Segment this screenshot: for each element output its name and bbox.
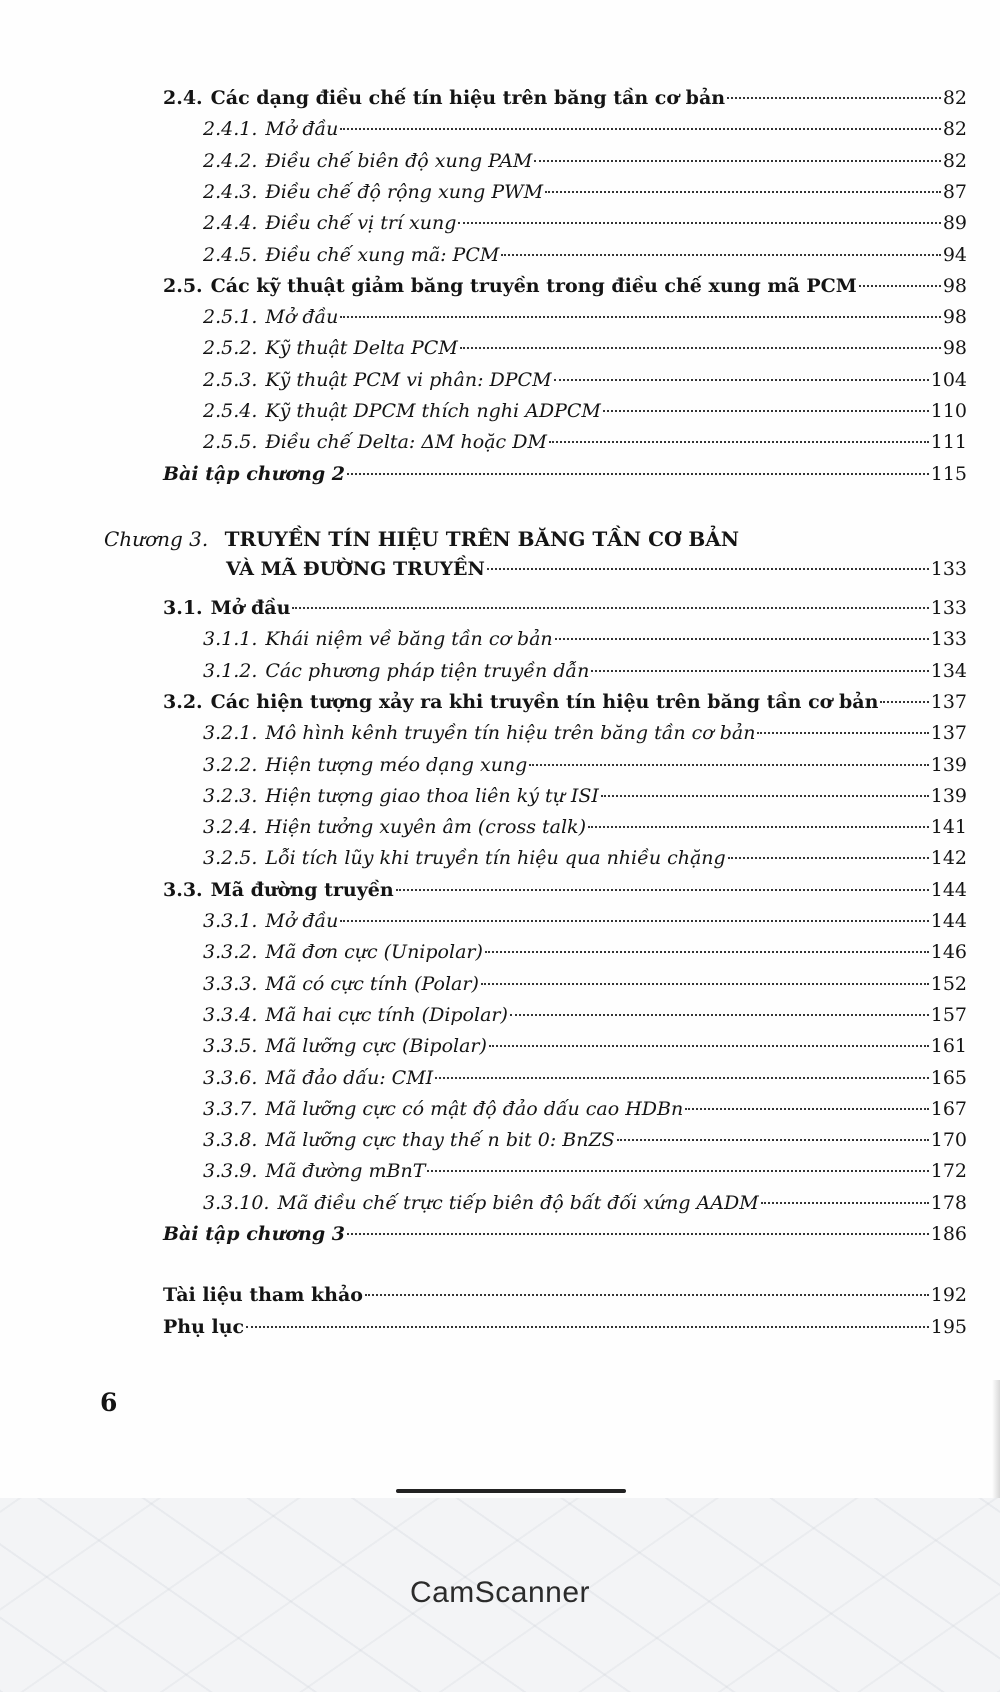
toc-entry xyxy=(203,753,967,777)
toc-entry xyxy=(203,368,967,392)
toc-entry-title: Bài tập chương 2 xyxy=(163,462,345,485)
dot-leader xyxy=(365,1294,929,1296)
toc-entry-title: Các dạng điều chế tín hiệu trên băng tần cơ bản xyxy=(210,87,726,109)
dot-leader xyxy=(757,732,928,734)
toc-entry-page: 144 xyxy=(930,878,967,901)
toc-entry-page: 137 xyxy=(930,722,967,745)
dot-leader xyxy=(601,795,929,797)
toc-entry xyxy=(203,430,967,454)
toc-entry-number: 2.4.2. xyxy=(203,149,258,172)
chapter-page-number: 133 xyxy=(930,558,967,580)
toc-entry-title: Hiện tượng méo dạng xung xyxy=(265,753,528,776)
dot-leader xyxy=(529,764,928,766)
camscanner-watermark: CamScanner xyxy=(409,1576,591,1609)
toc-entry-page: 137 xyxy=(930,690,967,713)
chapter-title-line2: VÀ MÃ ĐƯỜNG TRUYỀN xyxy=(226,558,485,580)
toc-entry-title: Các kỹ thuật giảm băng truyền trong điều chế xung mã PCM xyxy=(210,274,857,297)
toc-entry xyxy=(203,211,967,235)
dot-leader xyxy=(340,316,940,318)
toc-entry xyxy=(203,336,967,360)
toc-entry xyxy=(163,462,967,486)
toc-entry-page: 133 xyxy=(930,597,967,619)
toc-entry-page: 98 xyxy=(942,306,967,329)
dot-leader xyxy=(347,1233,929,1235)
toc-entry-page: 82 xyxy=(942,149,967,172)
toc-entry xyxy=(163,1222,967,1246)
toc-entry-title: Mở đầu xyxy=(210,597,291,619)
toc-entry-page: 87 xyxy=(942,180,967,203)
toc-entry xyxy=(203,846,967,870)
toc-entry-page: 192 xyxy=(930,1284,967,1306)
dot-leader xyxy=(458,222,940,224)
toc-entry-number: 3.1.1. xyxy=(203,628,258,651)
toc-entry-page: 134 xyxy=(930,659,967,682)
toc-entry-page: 139 xyxy=(930,753,967,776)
toc-entry-page: 141 xyxy=(930,816,967,839)
dot-leader xyxy=(501,254,940,256)
toc-entry-title: Mã điều chế trực tiếp biên độ bất đối xứng AADM xyxy=(277,1191,759,1214)
toc-entry-title: Mở đầu xyxy=(265,306,339,329)
dot-leader xyxy=(588,826,929,828)
toc-entry xyxy=(203,784,967,808)
toc-entry-page: 94 xyxy=(942,243,967,266)
dot-leader xyxy=(427,1170,928,1172)
toc-entry xyxy=(163,274,967,298)
toc-entry-page: 152 xyxy=(930,972,967,995)
toc-entry-number: 3.3.4. xyxy=(203,1003,258,1026)
toc-entry-page: 172 xyxy=(930,1160,967,1183)
toc-entry xyxy=(203,972,967,996)
toc-entry xyxy=(203,1034,967,1058)
chapter-heading xyxy=(104,527,739,551)
toc-entry-page: 186 xyxy=(930,1223,967,1245)
toc-entry xyxy=(203,721,967,745)
toc-entry-page: 170 xyxy=(930,1129,967,1152)
toc-entry-page: 98 xyxy=(942,274,967,297)
toc-entry-number: 3.3.3. xyxy=(203,972,258,995)
toc-entry-title: Mã có cực tính (Polar) xyxy=(265,972,479,995)
toc-entry-number: 3.3.5. xyxy=(203,1035,258,1058)
toc-entry-number: 3.1.2. xyxy=(203,659,258,682)
toc-entry-number: 3.2.3. xyxy=(203,784,258,807)
toc-entry-number: 2.5.3. xyxy=(203,368,258,391)
toc-entry-number: 2.4.1. xyxy=(203,118,258,141)
toc-entry-title: Mở đầu xyxy=(265,118,339,141)
dot-leader xyxy=(292,607,928,609)
toc-entry-title: Mã đảo dấu: CMI xyxy=(265,1066,434,1089)
dot-leader xyxy=(727,97,941,99)
dot-leader xyxy=(685,1108,928,1110)
dot-leader xyxy=(545,191,941,193)
toc-entry-number: 3.3. xyxy=(163,878,203,901)
toc-entry-title: Phụ lục xyxy=(163,1315,245,1338)
toc-entry-page: 111 xyxy=(930,431,967,454)
toc-entry-number: 3.3.1. xyxy=(203,910,258,932)
toc-entry-number: 3.2.1. xyxy=(203,722,258,745)
chapter-title-line2-row xyxy=(226,557,967,581)
camscanner-footer xyxy=(0,1498,1000,1692)
toc-entry xyxy=(163,690,967,714)
dot-leader xyxy=(347,473,929,475)
dot-leader xyxy=(489,1045,929,1047)
toc-entry-page: 195 xyxy=(930,1315,967,1338)
toc-entry-number: 3.3.10. xyxy=(203,1191,270,1214)
toc-entry-number: 2.4.4. xyxy=(203,212,258,235)
toc-entry-title: Khái niệm về băng tần cơ bản xyxy=(265,628,553,651)
dot-leader xyxy=(591,670,928,672)
toc-entry xyxy=(203,180,967,204)
toc-entry xyxy=(203,1097,967,1121)
toc-entry-page: 104 xyxy=(930,368,967,391)
toc-entry-page: 157 xyxy=(930,1003,967,1026)
toc-entry-title: Mã lưỡng cực (Bipolar) xyxy=(265,1035,487,1058)
dot-leader xyxy=(460,347,941,349)
toc-entry xyxy=(203,940,967,964)
toc-entry-title: Các hiện tượng xảy ra khi truyền tín hiệu trên băng tần cơ bản xyxy=(210,690,879,713)
toc-entry-title: Điều chế Delta: ΔM hoặc DM xyxy=(265,431,547,454)
toc-entry-page: 161 xyxy=(930,1035,967,1058)
toc-entry-title: Kỹ thuật PCM vi phân: DPCM xyxy=(265,368,552,391)
toc-entry-title: Tài liệu tham khảo xyxy=(163,1284,363,1306)
toc-entry xyxy=(203,305,967,329)
toc-entry xyxy=(203,1191,967,1215)
dot-leader xyxy=(487,568,929,570)
toc-entry-number: 3.2.5. xyxy=(203,847,258,870)
dot-leader xyxy=(340,920,928,922)
toc-entry-page: 98 xyxy=(942,337,967,360)
dot-leader xyxy=(340,128,940,130)
toc-entry-title: Hiện tượng giao thoa liên ký tự ISI xyxy=(265,784,599,807)
dot-leader xyxy=(534,160,940,162)
toc-entry-number: 2.4. xyxy=(163,87,203,109)
dot-leader xyxy=(859,285,941,287)
toc-entry-page: 82 xyxy=(942,87,967,109)
toc-entry xyxy=(203,659,967,683)
toc-entry xyxy=(163,1283,967,1307)
toc-entry xyxy=(203,1128,967,1152)
toc-entry-title: Mô hình kênh truyền tín hiệu trên băng tần cơ bản xyxy=(265,722,756,745)
toc-entry-title: Điều chế vị trí xung xyxy=(265,212,457,235)
toc-entry-number: 3.2.2. xyxy=(203,753,258,776)
toc-entry-number: 3.3.2. xyxy=(203,941,258,964)
toc-entry xyxy=(203,1003,967,1027)
dot-leader xyxy=(485,951,929,953)
toc-entry-title: Hiện tưởng xuyên âm (cross talk) xyxy=(265,816,586,839)
toc-entry xyxy=(203,399,967,423)
toc-entry-page: 89 xyxy=(942,212,967,235)
toc-entry-number: 2.5.4. xyxy=(203,400,258,422)
toc-entry xyxy=(163,878,967,902)
dot-leader xyxy=(728,857,929,859)
toc-entry-page: 115 xyxy=(930,462,967,485)
toc-entry-page: 82 xyxy=(942,118,967,141)
dot-leader xyxy=(603,410,929,412)
toc-entry-title: Mã đường mBnT xyxy=(265,1160,426,1183)
toc-entry-page: 165 xyxy=(930,1066,967,1089)
toc-entry xyxy=(203,117,967,141)
toc-entry-title: Mã lưỡng cực thay thế n bit 0: BnZS xyxy=(265,1129,615,1152)
toc-entry-page: 144 xyxy=(930,910,967,932)
toc-entry-number: 2.4.5. xyxy=(203,243,258,266)
toc-entry xyxy=(163,596,967,620)
chapter-label: Chương 3. xyxy=(104,527,209,551)
toc-entry-page: 178 xyxy=(930,1191,967,1214)
toc-entry-title: Các phương pháp tiện truyền dẫn xyxy=(265,659,590,682)
toc-entry-number: 3.2.4. xyxy=(203,816,258,839)
page-edge-shadow xyxy=(992,1380,1000,1498)
toc-entry-page: 110 xyxy=(930,400,967,422)
toc-entry-page: 139 xyxy=(930,784,967,807)
toc-entry-title: Lỗi tích lũy khi truyền tín hiệu qua nhiều chặng xyxy=(265,847,726,870)
toc-entry-title: Kỹ thuật DPCM thích nghi ADPCM xyxy=(265,400,601,422)
toc-entry xyxy=(203,243,967,267)
dot-leader xyxy=(510,1014,929,1016)
toc-entry-number: 2.5. xyxy=(163,274,203,297)
toc-entry-page: 167 xyxy=(930,1097,967,1120)
toc-entry-number: 2.5.2. xyxy=(203,337,258,360)
dot-leader xyxy=(246,1326,929,1328)
toc-entry-page: 142 xyxy=(930,847,967,870)
dot-leader xyxy=(761,1202,929,1204)
toc-entry-title: Mã lưỡng cực có mật độ đảo dấu cao HDBn xyxy=(265,1097,684,1120)
chapter-title-line1: TRUYỀN TÍN HIỆU TRÊN BĂNG TẦN CƠ BẢN xyxy=(224,527,740,551)
toc-entry-number: 3.3.8. xyxy=(203,1129,258,1152)
dot-leader xyxy=(481,983,929,985)
toc-entry-title: Mã đường truyền xyxy=(210,878,394,901)
dot-leader xyxy=(435,1077,929,1079)
toc-entry-title: Kỹ thuật Delta PCM xyxy=(265,337,458,360)
toc-entry-number: 2.4.3. xyxy=(203,180,258,203)
toc-entry-number: 2.5.5. xyxy=(203,431,258,454)
toc-entry-number: 3.3.9. xyxy=(203,1160,258,1183)
toc-entry-title: Điều chế xung mã: PCM xyxy=(265,243,500,266)
toc-entry-title: Điều chế độ rộng xung PWM xyxy=(265,180,544,203)
dot-leader xyxy=(617,1139,929,1141)
toc-entry-title: Điều chế biên độ xung PAM xyxy=(265,149,533,172)
toc-entry-number: 3.3.7. xyxy=(203,1097,258,1120)
bottom-rule xyxy=(396,1489,626,1493)
toc-entry xyxy=(203,627,967,651)
page-number: 6 xyxy=(100,1388,118,1417)
toc-entry-number: 3.1. xyxy=(163,597,203,619)
toc-entry-title: Mã đơn cực (Unipolar) xyxy=(265,941,483,964)
dot-leader xyxy=(880,701,928,703)
toc-entry-title: Bài tập chương 3 xyxy=(163,1223,345,1245)
dot-leader xyxy=(549,441,929,443)
toc-entry-page: 146 xyxy=(930,941,967,964)
toc-entry-title: Mã hai cực tính (Dipolar) xyxy=(265,1003,508,1026)
toc-entry-number: 2.5.1. xyxy=(203,306,258,329)
dot-leader xyxy=(396,889,929,891)
toc-entry-page: 133 xyxy=(930,628,967,651)
toc-entry xyxy=(203,1159,967,1183)
toc-entry xyxy=(203,149,967,173)
dot-leader xyxy=(554,379,929,381)
toc-entry-number: 3.3.6. xyxy=(203,1066,258,1089)
toc-entry-number: 3.2. xyxy=(163,690,203,713)
dot-leader xyxy=(555,638,929,640)
toc-entry xyxy=(203,1066,967,1090)
toc-entry xyxy=(203,815,967,839)
toc-entry xyxy=(203,909,967,933)
toc-entry-title: Mở đầu xyxy=(265,910,339,932)
toc-entry xyxy=(163,86,967,110)
toc-entry xyxy=(163,1315,967,1339)
